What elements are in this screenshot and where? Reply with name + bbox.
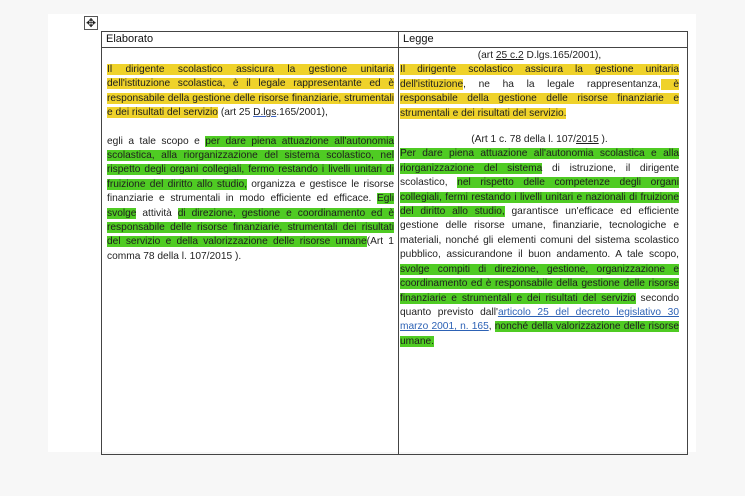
table-move-handle-icon[interactable]: ✥: [85, 16, 97, 30]
text: , ne ha la legale rappresentanza,: [463, 78, 661, 90]
header-divider: [102, 47, 687, 48]
highlight-green: di direzione, gestione e coordinamento ed è responsabile delle risorse finanziarie, strumentali dei risultati del servizio e della valorizzazione delle risorse umane: [107, 207, 394, 248]
legge-reference-2: [400, 133, 679, 147]
text: (Art 1 comma 78 della l. 107/2015 ).: [107, 236, 394, 262]
comparison-table: [101, 31, 688, 455]
elaborato-paragraph-1: [107, 63, 394, 121]
highlight-green: nonché della valorizzazione delle risorse umane.: [400, 321, 679, 347]
text: (art: [477, 50, 496, 61]
highlight-yellow: Il dirigente scolastico assicura la gestione unitaria dell'istituzione: [400, 64, 679, 90]
spellcheck-word: D.lgs: [253, 107, 277, 119]
cell-legge[interactable]: [400, 49, 679, 349]
highlight-green: delle competenze degli organi collegiali, fermi restando i livelli unitari e nazionali di fruizione del diritto allo studio,: [400, 177, 679, 218]
law-link[interactable]: articolo 25 del decreto legislativo 30 marzo 2001, n. 165: [400, 306, 679, 333]
text: D.lgs.165/2001),: [523, 50, 602, 61]
legge-paragraph-2: [400, 147, 679, 349]
text: egli a tale scopo e: [107, 135, 206, 147]
text: 2015: [576, 134, 599, 146]
highlight-green: nel rispetto: [457, 177, 514, 189]
text: secondo quanto previsto dall': [400, 292, 679, 318]
text: 25 c.2: [495, 50, 524, 61]
legge-paragraph-1: [400, 63, 679, 121]
header-legge: Legge: [403, 33, 434, 45]
highlight-green: Egli svolge: [107, 193, 394, 219]
highlight-green: Per dare piena attuazione all'autonomia scolastica e alla riorganizzazione del sistema: [400, 148, 679, 174]
highlight-yellow: è responsabile della gestione delle risorse finanziarie e strumentali e dei risultati del servizio.: [400, 78, 680, 119]
elaborato-paragraph-2: [107, 135, 394, 265]
highlight-yellow: Il dirigente scolastico assicura la gestione unitaria dell'istituzione scolastica, è il legale rappresentante ed è responsabile della gestione delle risorse finanziarie, strumentali e dei risultati del servizio: [107, 64, 394, 119]
column-divider: [398, 32, 399, 454]
text: di istruzione, il dirigente scolastico,: [400, 162, 679, 189]
highlight-green: per dare piena attuazione all'autonomia scolastica, alla riorganizzazione del sistema scolastico, nel rispetto degli organi collegiali, fermo restando i livelli unitari di fruizione del diritto allo studio,: [107, 135, 394, 190]
header-elaborato: Elaborato: [106, 33, 154, 45]
text: attività: [136, 207, 178, 219]
text: (art 25: [217, 107, 254, 119]
text: .165/2001),: [276, 107, 328, 119]
text: (Art 1 c. 78 della l. 107/: [471, 134, 577, 146]
legge-reference-1: [400, 49, 679, 63]
highlight-green: svolge compiti di direzione, gestione, organizzazione e coordinamento ed è responsabile della gestione delle risorse finanziarie e strumentali e dei risultati del servizio: [400, 263, 679, 304]
text: ).: [598, 134, 608, 146]
text: organizza e gestisce le risorse finanziarie e strumentali in modo efficiente ed efficace.: [107, 178, 394, 205]
text: ,: [488, 321, 495, 333]
cell-elaborato[interactable]: [107, 49, 394, 264]
text: garantisce un'efficace ed efficiente gestione delle risorse umane, finanziarie, tecnologiche e materiali, nonché gli elementi comuni del sistema scolastico pubblico, assicurandone il buon andamento. A tale scopo,: [400, 206, 679, 261]
